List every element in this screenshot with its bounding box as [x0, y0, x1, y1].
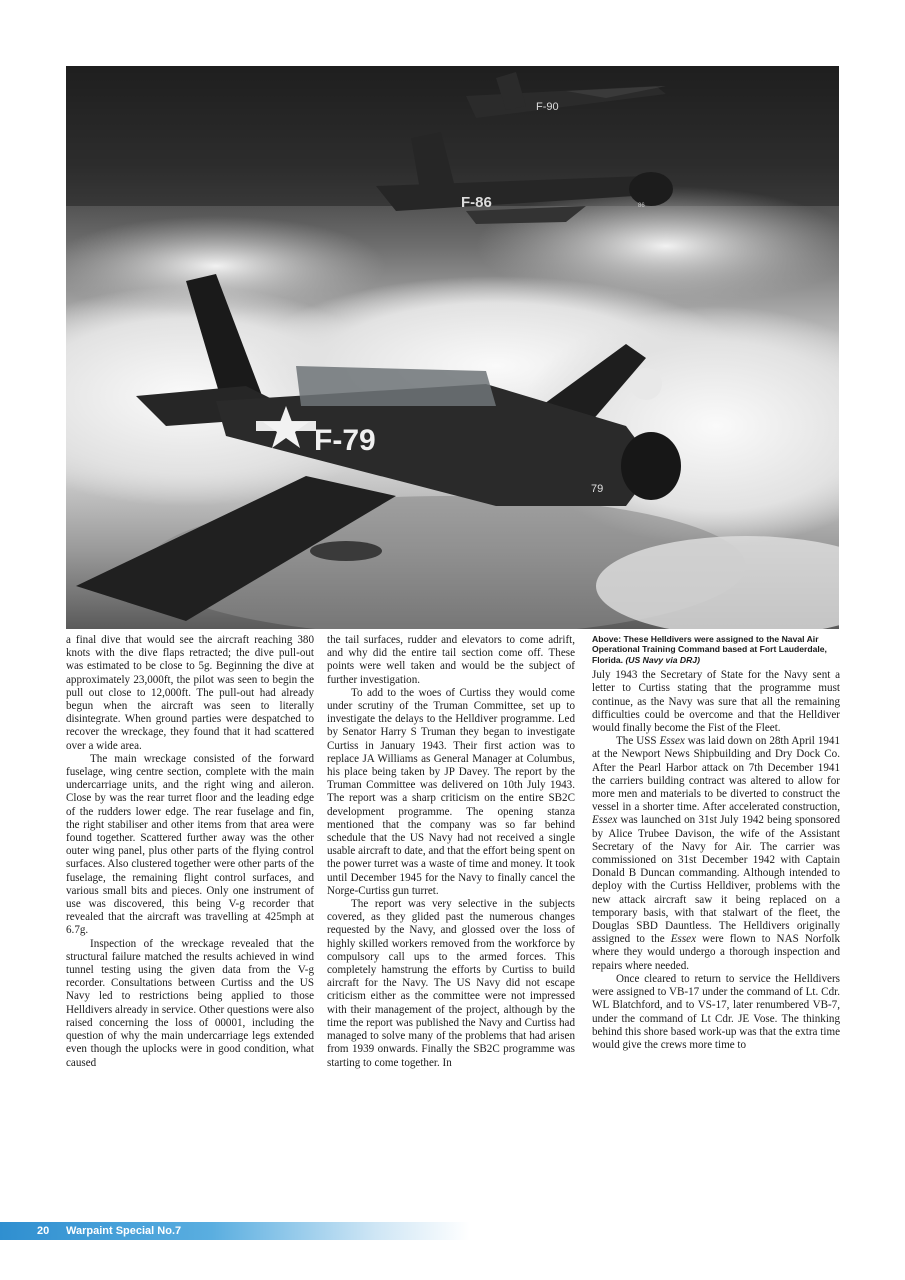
text-run: was laid down on 28th April 1941 at the Newport News Shipbuilding and Dry Dock Co. After the Pearl Harbor attack on 7th December 1941 the carriers building contract was altered to allow for more men and materials to be diverted to construct the vessel in a shorter time. After accelerated construction,	[592, 735, 841, 814]
paragraph	[592, 735, 840, 973]
aircraft-code: F-90	[536, 101, 559, 113]
aircraft-code: F-79	[314, 424, 376, 457]
photo-caption	[592, 634, 840, 665]
ship-name: Essex	[592, 814, 618, 827]
paragraph: July 1943 the Secretary of State for the Navy sent a letter to Curtiss stating that the programme must continue, as the Navy was sure that all the remaining difficulties could be overcome and that the Helldiver would finally become the Fist of the Fleet.	[592, 669, 840, 735]
paragraph: Once cleared to return to service the Helldivers were assigned to VB-17 under the command of Lt. Cdr. WL Blatchford, and to VS-17, later renumbered VB-7, under the command of Lt Cdr. JE Vose. The thinking behind this shore based work-up was that the extra time would give the crews more time to	[592, 972, 840, 1051]
helldiver-formation-illustration	[66, 66, 839, 629]
star-insignia	[630, 368, 662, 400]
paragraph: a final dive that would see the aircraft reaching 380 knots with the dive flaps retracted; the dive pull-out was estimated to be close to 5g. Beginning the dive at approximately 23,000ft, the pilot was seen to begin the pull out close to 12,000ft. The pull-out had already begun when the aircraft was seen to literally disintegrate. When ground parties were despatched to recover the wreckage, they found that it had scattered over a wide area.	[66, 634, 314, 752]
text-column-2	[327, 634, 575, 1070]
helldiver-photo	[66, 66, 839, 629]
paragraph: the tail surfaces, rudder and elevators to come adrift, and why did the entire tail section come off. These points were well taken and would be the subject of further investigation.	[327, 634, 575, 686]
publication-title: Warpaint Special No.7	[66, 1225, 182, 1237]
ship-name: Essex	[670, 933, 697, 946]
page-number: 20	[37, 1225, 50, 1237]
text-column-3	[592, 634, 840, 1052]
spinner	[621, 432, 681, 500]
text-run: The USS	[616, 735, 660, 748]
paragraph: To add to the woes of Curtiss they would come under scrutiny of the Truman Committee, set up to investigate the delays to the Helldiver programme. Led by Senator Harry S Truman they began to investigate Curtiss in January 1943. Their first action was to replace JA Williams as General Manager at Columbus, his place being taken by JP Davey. The report by the Truman Committee was delivered on 10th July 1943. The report was a sharp criticism on the entire SB2C development programme. The opening stanza mentioned that the company was so far behind schedule that the US Navy had not received a single usable aircraft to date, and that the effort being spent on the power turret was a waste of time and money. It took until December 1945 for the Navy to finally cancel the Norge-Curtiss gun turret.	[327, 686, 575, 897]
ship-name: Essex	[659, 735, 685, 748]
text-run: was launched on 31st July 1942 being sponsored by Alice Trubee Davison, the wife of the Assistant Secretary of the Navy for Air. The carrier was commissioned on 31st December 1942 with Captain Donald B Duncan commanding. Although intended to deploy with the Curtiss Helldiver, problems with the new attack aircraft saw it being replaced on a temporary basis, with that stalwart of the fleet, the Douglas SBD Dauntless. The Helldivers originally assigned to the	[592, 814, 840, 946]
paragraph: Inspection of the wreckage revealed that the structural failure matched the results achieved in wind tunnel testing using the given data from the V-g recorder. Consultations between Curtiss and the US Navy led to restrictions being applied to those Helldivers already in service. Other questions were also raised concerning the loss of 00001, including the question of why the main undercarriage legs extended even though the uplocks were in good condition, what caused	[66, 937, 314, 1069]
drop-tank	[310, 541, 382, 561]
paragraph: The report was very selective in the subjects covered, as they glided past the numerous changes requested by the Navy, and glossed over the loss of highly skilled workers removed from the workforce by compulsory call ups to the armed forces. This completely hamstrung the efforts by Curtiss to build aircraft for the Navy. The US Navy did not escape criticism either as the committee were not impressed with their management of the project, although by the time the report was published the Navy and Curtiss had managed to solve many of the problems that had arisen from 1939 onwards. Finally the SB2C programme was starting to come together. In	[327, 898, 575, 1069]
text-run: were flown to NAS Norfolk where they would undergo a thorough inspection and repairs where needed.	[592, 933, 840, 972]
aircraft-code: 86	[638, 203, 645, 209]
aircraft-code: F-86	[461, 194, 492, 211]
text-column-1	[66, 634, 314, 1070]
photo-credit: (US Navy via DRJ)	[625, 654, 700, 665]
page-footer	[0, 1222, 470, 1240]
aircraft-code: 79	[591, 483, 604, 495]
caption-text: Above: These Helldivers were assigned to the Naval Air Operational Training Command based at Fort Lauderdale, Florida.	[592, 634, 827, 665]
canopy	[296, 366, 496, 406]
paragraph: The main wreckage consisted of the forward fuselage, wing centre section, complete with the main undercarriage units, and the right wing and aileron. Close by was the rear turret floor and the leading edge of the rudders lower edge. The rear fuselage and fin, the right stabiliser and other items from that area were found together. Scattered further away was the other outer wing panel, plus other parts of the flying control surfaces. Also clustered together were other parts of the fuselage, the remaining flight control surfaces, and various small bits and pieces. Only one instrument of use was discovered, this being V-g recorder that revealed that the aircraft was travelling at 425mph at 6.7g.	[66, 752, 314, 937]
